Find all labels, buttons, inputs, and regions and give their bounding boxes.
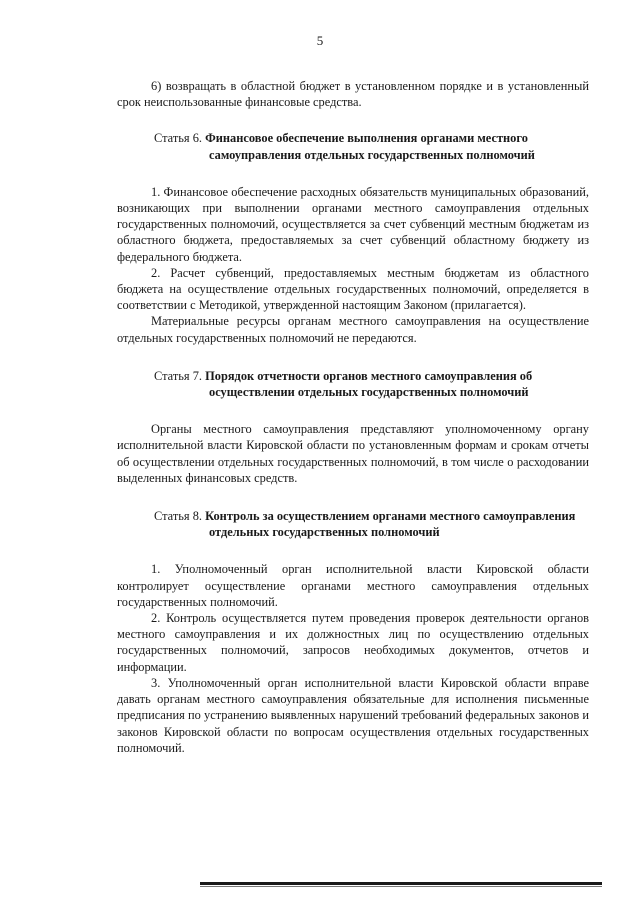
article-6-title: Финансовое обеспечение выполнения органами местного самоуправления отдельных государственных полномочий (205, 131, 535, 162)
article-6-number: Статья 6. (154, 131, 203, 146)
article-6-heading (117, 130, 589, 162)
article-8 (117, 508, 589, 756)
article-8-paragraph-1: 1. Уполномоченный орган исполнительной власти Кировской области контролирует осуществление органами местного самоуправления отдельных государственных полномочий. (117, 562, 589, 609)
article-6-paragraph-3: Материальные ресурсы органам местного самоуправления на осуществление отдельных государственных полномочий не передаются. (117, 314, 589, 345)
article-6-paragraph-1: 1. Финансовое обеспечение расходных обязательств муниципальных образований, возникающих при выполнении органами местного самоуправления отдельных государственных полномочий, осуществляется за счет субвенций местным бюджетам из областного бюджета, предоставляемых за счет субвенций областному бюджету из федерального бюджета. (117, 184, 589, 264)
article-7 (117, 368, 589, 486)
article-8-title: Контроль за осуществлением органами местного самоуправления отдельных государственных полномочий (205, 509, 576, 540)
document-body (117, 78, 589, 756)
footer-rule-shadow (200, 886, 602, 887)
footer-rule (200, 882, 602, 885)
article-8-heading (117, 508, 589, 540)
intro-paragraph: 6) возвращать в областной бюджет в установленном порядке и в установленный срок неиспользованные финансовые средства. (117, 79, 589, 110)
article-8-paragraph-2: 2. Контроль осуществляется путем проведения проверок деятельности органов местного самоуправления и их должностных лиц по осуществлению отдельных государственных полномочий, запросов необходимых документов, отчетов и информации. (117, 611, 589, 674)
page-number: 5 (316, 33, 324, 48)
article-8-paragraph-3: 3. Уполномоченный орган исполнительной власти Кировской области вправе давать органам местного самоуправления обязательные для исполнения письменные предписания по устранению выявленных нарушений требований федеральных законов и законов Кировской области по вопросам осуществления отдельных государственных полномочий. (117, 675, 589, 755)
article-7-number: Статья 7. (154, 368, 203, 383)
article-7-paragraph-1: Органы местного самоуправления представляют уполномоченному органу исполнительной власти Кировской области по установленным формам и срокам отчеты об осуществлении отдельных государственных полномочий, в том числе о расходовании выделенных финансовых средств. (117, 422, 589, 485)
article-6 (117, 130, 589, 345)
article-7-title: Порядок отчетности органов местного самоуправления об осуществлении отдельных государственных полномочий (205, 368, 533, 400)
article-8-number: Статья 8. (154, 509, 203, 524)
article-6-paragraph-2: 2. Расчет субвенций, предоставляемых местным бюджетам из областного бюджета на осуществление отдельных государственных полномочий, определяется в соответствии с Методикой, утвержденной настоящим Законом (прилагается). (117, 265, 589, 313)
article-7-heading (117, 368, 589, 400)
